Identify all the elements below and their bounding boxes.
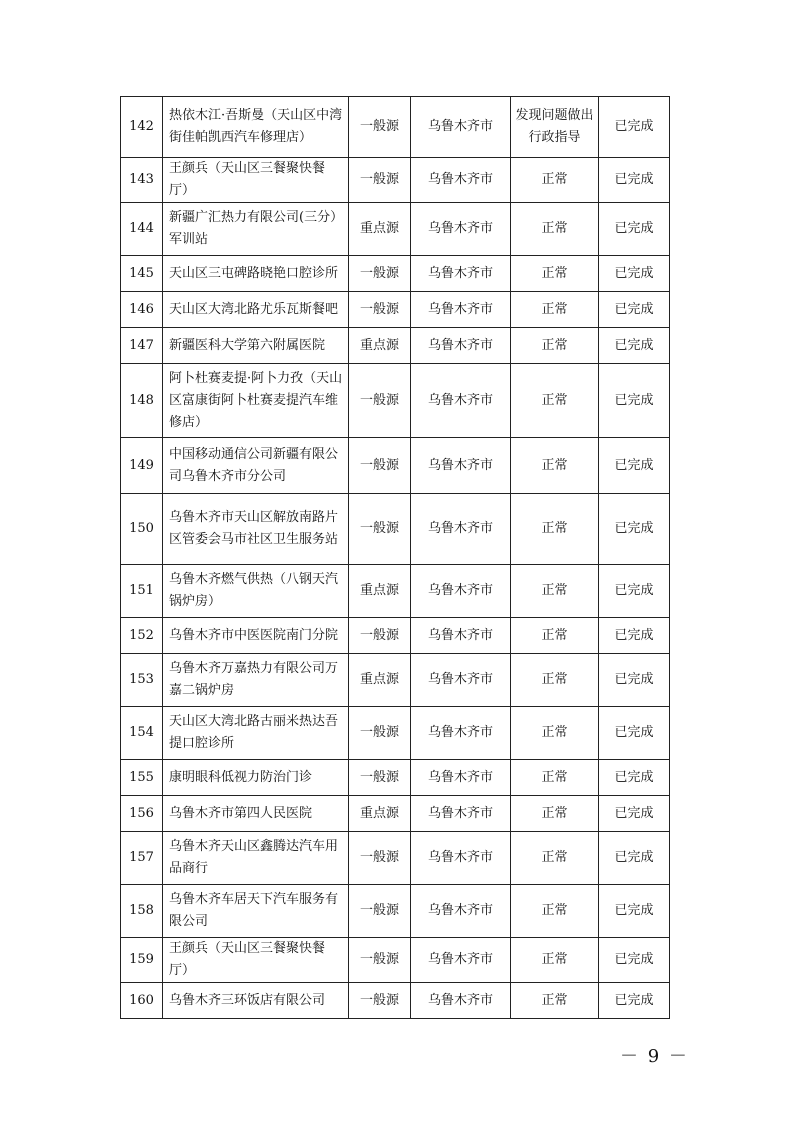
inspection-table: [120, 96, 670, 1019]
unit-name-cell: 乌鲁木齐市中医医院南门分院: [163, 618, 349, 654]
table-row: [121, 256, 670, 292]
unit-name-cell: 天山区大湾北路古丽米热达吾提口腔诊所: [163, 707, 349, 760]
city-cell: 乌鲁木齐市: [411, 565, 511, 618]
status-cell: 已完成: [599, 158, 670, 203]
status-cell: 已完成: [599, 832, 670, 885]
status-cell: 已完成: [599, 760, 670, 796]
source-type-cell: 一般源: [349, 292, 411, 328]
row-number-cell: 142: [121, 97, 163, 158]
city-cell: 乌鲁木齐市: [411, 438, 511, 494]
unit-name-cell: 乌鲁木齐市第四人民医院: [163, 796, 349, 832]
table-row: [121, 832, 670, 885]
row-number-cell: 147: [121, 328, 163, 364]
check-result-cell: 正常: [511, 565, 599, 618]
row-number-cell: 156: [121, 796, 163, 832]
row-number-cell: 158: [121, 885, 163, 938]
table-row: [121, 364, 670, 438]
row-number-cell: 153: [121, 654, 163, 707]
row-number-cell: 148: [121, 364, 163, 438]
status-cell: 已完成: [599, 707, 670, 760]
table-row: [121, 707, 670, 760]
check-result-cell: 正常: [511, 885, 599, 938]
check-result-cell: 正常: [511, 203, 599, 256]
city-cell: 乌鲁木齐市: [411, 796, 511, 832]
unit-name-cell: 王颜兵（天山区三餐聚快餐厅）: [163, 938, 349, 983]
unit-name-cell: 阿卜杜赛麦提·阿卜力孜（天山区富康街阿卜杜赛麦提汽车维修店）: [163, 364, 349, 438]
check-result-cell: 正常: [511, 158, 599, 203]
city-cell: 乌鲁木齐市: [411, 938, 511, 983]
row-number-cell: 152: [121, 618, 163, 654]
city-cell: 乌鲁木齐市: [411, 494, 511, 565]
table-row: [121, 654, 670, 707]
city-cell: 乌鲁木齐市: [411, 832, 511, 885]
status-cell: 已完成: [599, 565, 670, 618]
check-result-cell: 正常: [511, 494, 599, 565]
city-cell: 乌鲁木齐市: [411, 885, 511, 938]
city-cell: 乌鲁木齐市: [411, 760, 511, 796]
source-type-cell: 一般源: [349, 97, 411, 158]
status-cell: 已完成: [599, 97, 670, 158]
source-type-cell: 一般源: [349, 832, 411, 885]
status-cell: 已完成: [599, 438, 670, 494]
source-type-cell: 一般源: [349, 158, 411, 203]
table-row: [121, 328, 670, 364]
source-type-cell: 一般源: [349, 618, 411, 654]
status-cell: 已完成: [599, 983, 670, 1019]
source-type-cell: 一般源: [349, 364, 411, 438]
check-result-cell: 正常: [511, 796, 599, 832]
city-cell: 乌鲁木齐市: [411, 654, 511, 707]
status-cell: 已完成: [599, 256, 670, 292]
city-cell: 乌鲁木齐市: [411, 328, 511, 364]
source-type-cell: 一般源: [349, 707, 411, 760]
check-result-cell: 正常: [511, 983, 599, 1019]
table-row: [121, 97, 670, 158]
source-type-cell: 重点源: [349, 203, 411, 256]
unit-name-cell: 天山区三屯碑路晓艳口腔诊所: [163, 256, 349, 292]
status-cell: 已完成: [599, 654, 670, 707]
unit-name-cell: 康明眼科低视力防治门诊: [163, 760, 349, 796]
status-cell: 已完成: [599, 938, 670, 983]
table-row: [121, 796, 670, 832]
row-number-cell: 151: [121, 565, 163, 618]
status-cell: 已完成: [599, 364, 670, 438]
unit-name-cell: 乌鲁木齐三环饭店有限公司: [163, 983, 349, 1019]
row-number-cell: 159: [121, 938, 163, 983]
check-result-cell: 正常: [511, 438, 599, 494]
table-row: [121, 760, 670, 796]
row-number-cell: 145: [121, 256, 163, 292]
row-number-cell: 149: [121, 438, 163, 494]
row-number-cell: 144: [121, 203, 163, 256]
city-cell: 乌鲁木齐市: [411, 203, 511, 256]
source-type-cell: 重点源: [349, 654, 411, 707]
table-row: [121, 203, 670, 256]
unit-name-cell: 热依木江·吾斯曼（天山区中湾街佳帕凯西汽车修理店）: [163, 97, 349, 158]
status-cell: 已完成: [599, 618, 670, 654]
unit-name-cell: 新疆广汇热力有限公司(三分）军训站: [163, 203, 349, 256]
table-row: [121, 292, 670, 328]
table-row: [121, 885, 670, 938]
source-type-cell: 重点源: [349, 328, 411, 364]
check-result-cell: 正常: [511, 938, 599, 983]
check-result-cell: 正常: [511, 760, 599, 796]
unit-name-cell: 王颜兵（天山区三餐聚快餐厅）: [163, 158, 349, 203]
unit-name-cell: 新疆医科大学第六附属医院: [163, 328, 349, 364]
city-cell: 乌鲁木齐市: [411, 983, 511, 1019]
status-cell: 已完成: [599, 292, 670, 328]
unit-name-cell: 乌鲁木齐车居天下汽车服务有限公司: [163, 885, 349, 938]
page-number: － 9 －: [620, 1046, 689, 1067]
status-cell: 已完成: [599, 328, 670, 364]
source-type-cell: 一般源: [349, 938, 411, 983]
table-row: [121, 565, 670, 618]
unit-name-cell: 乌鲁木齐天山区鑫腾达汽车用品商行: [163, 832, 349, 885]
source-type-cell: 重点源: [349, 565, 411, 618]
check-result-cell: 正常: [511, 292, 599, 328]
city-cell: 乌鲁木齐市: [411, 256, 511, 292]
row-number-cell: 157: [121, 832, 163, 885]
row-number-cell: 146: [121, 292, 163, 328]
source-type-cell: 一般源: [349, 885, 411, 938]
row-number-cell: 143: [121, 158, 163, 203]
unit-name-cell: 天山区大湾北路尤乐瓦斯餐吧: [163, 292, 349, 328]
unit-name-cell: 乌鲁木齐万嘉热力有限公司万嘉二锅炉房: [163, 654, 349, 707]
status-cell: 已完成: [599, 796, 670, 832]
city-cell: 乌鲁木齐市: [411, 292, 511, 328]
unit-name-cell: 中国移动通信公司新疆有限公司乌鲁木齐市分公司: [163, 438, 349, 494]
table-row: [121, 618, 670, 654]
check-result-cell: 发现问题做出行政指导: [511, 97, 599, 158]
source-type-cell: 一般源: [349, 760, 411, 796]
status-cell: 已完成: [599, 203, 670, 256]
check-result-cell: 正常: [511, 256, 599, 292]
row-number-cell: 160: [121, 983, 163, 1019]
table-row: [121, 938, 670, 983]
check-result-cell: 正常: [511, 654, 599, 707]
status-cell: 已完成: [599, 494, 670, 565]
source-type-cell: 一般源: [349, 438, 411, 494]
row-number-cell: 154: [121, 707, 163, 760]
check-result-cell: 正常: [511, 364, 599, 438]
unit-name-cell: 乌鲁木齐市天山区解放南路片区管委会马市社区卫生服务站: [163, 494, 349, 565]
city-cell: 乌鲁木齐市: [411, 618, 511, 654]
city-cell: 乌鲁木齐市: [411, 364, 511, 438]
unit-name-cell: 乌鲁木齐燃气供热（八钢天汽锅炉房）: [163, 565, 349, 618]
source-type-cell: 一般源: [349, 494, 411, 565]
city-cell: 乌鲁木齐市: [411, 158, 511, 203]
source-type-cell: 一般源: [349, 983, 411, 1019]
table-row: [121, 438, 670, 494]
check-result-cell: 正常: [511, 707, 599, 760]
table-row: [121, 983, 670, 1019]
row-number-cell: 150: [121, 494, 163, 565]
table-row: [121, 158, 670, 203]
check-result-cell: 正常: [511, 328, 599, 364]
source-type-cell: 一般源: [349, 256, 411, 292]
city-cell: 乌鲁木齐市: [411, 707, 511, 760]
table-row: [121, 494, 670, 565]
city-cell: 乌鲁木齐市: [411, 97, 511, 158]
source-type-cell: 重点源: [349, 796, 411, 832]
row-number-cell: 155: [121, 760, 163, 796]
status-cell: 已完成: [599, 885, 670, 938]
check-result-cell: 正常: [511, 618, 599, 654]
check-result-cell: 正常: [511, 832, 599, 885]
